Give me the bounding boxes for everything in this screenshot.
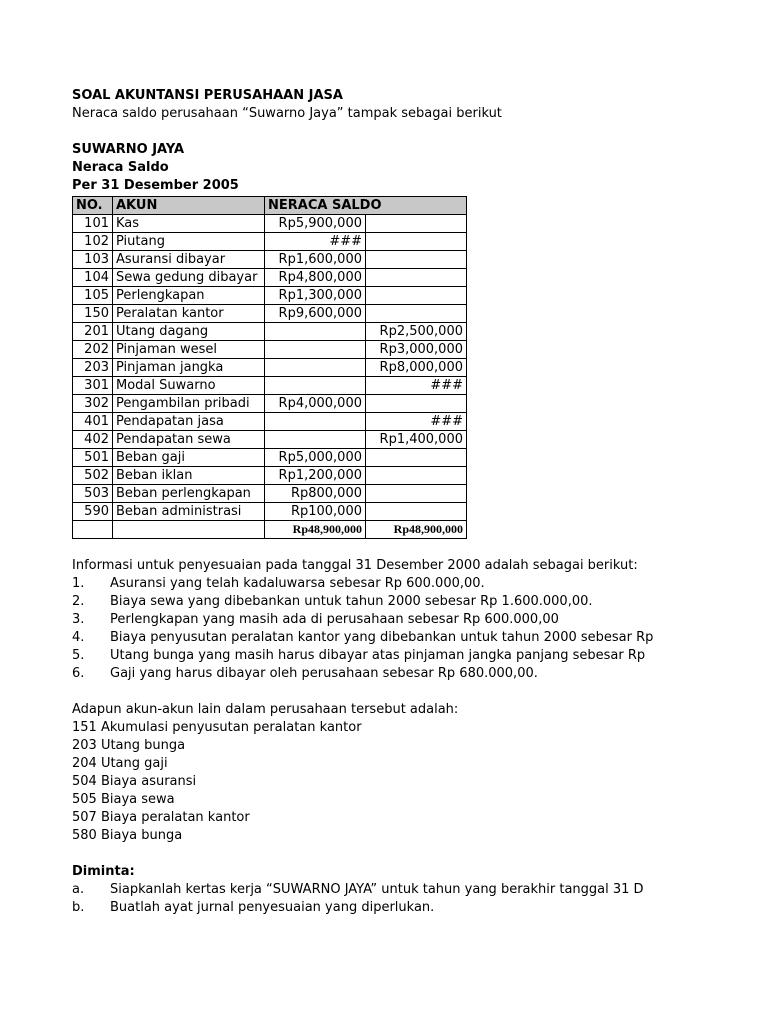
company-name: SUWARNO JAYA xyxy=(72,142,185,157)
list-marker: 4. xyxy=(72,630,85,645)
debit-cell: Rp9,600,000 xyxy=(265,305,366,323)
debit-cell xyxy=(265,431,366,449)
list-text: Utang bunga yang masih harus dibayar atas pinjaman jangka panjang sebesar Rp xyxy=(110,648,646,663)
account-name-cell: Pendapatan jasa xyxy=(113,413,265,431)
kredit-cell: ### xyxy=(366,377,467,395)
list-text: Biaya sewa yang dibebankan untuk tahun 2000 sebesar Rp 1.600.000,00. xyxy=(110,594,593,609)
debit-cell: Rp4,000,000 xyxy=(265,395,366,413)
other-account-item: 505 Biaya sewa xyxy=(72,792,175,807)
debit-cell: Rp5,000,000 xyxy=(265,449,366,467)
kredit-cell xyxy=(366,269,467,287)
table-row xyxy=(73,251,467,269)
table-row xyxy=(73,359,467,377)
trial-balance-table xyxy=(72,196,467,539)
list-text: Siapkanlah kertas kerja “SUWARNO JAYA” untuk tahun yang berakhir tanggal 31 D xyxy=(110,882,644,897)
spacer xyxy=(72,683,664,701)
list-text: Buatlah ayat jurnal penyesuaian yang diperlukan. xyxy=(110,900,435,915)
header-akun: AKUN xyxy=(113,197,265,215)
kredit-cell xyxy=(366,503,467,521)
kredit-cell xyxy=(366,449,467,467)
debit-cell xyxy=(265,359,366,377)
account-number-cell: 301 xyxy=(73,377,113,395)
table-row xyxy=(73,215,467,233)
account-name-cell: Utang dagang xyxy=(113,323,265,341)
other-account-item: 580 Biaya bunga xyxy=(72,828,183,843)
account-number-cell: 401 xyxy=(73,413,113,431)
intro-text: Neraca saldo perusahaan “Suwarno Jaya” tampak sebagai berikut xyxy=(72,106,502,121)
table-row xyxy=(73,503,467,521)
list-marker: 1. xyxy=(72,576,85,591)
account-number-cell: 102 xyxy=(73,233,113,251)
other-account-item: 203 Utang bunga xyxy=(72,738,186,753)
table-row xyxy=(73,233,467,251)
info-item xyxy=(72,647,664,665)
list-marker: b. xyxy=(72,900,85,915)
spacer xyxy=(72,123,664,141)
table-header-row xyxy=(73,197,467,215)
debit-cell: Rp4,800,000 xyxy=(265,269,366,287)
account-number-cell: 402 xyxy=(73,431,113,449)
account-number-cell: 103 xyxy=(73,251,113,269)
account-name-cell: Beban perlengkapan xyxy=(113,485,265,503)
table-row xyxy=(73,449,467,467)
task-item xyxy=(72,899,664,917)
table-row xyxy=(73,377,467,395)
table-row xyxy=(73,467,467,485)
account-number-cell: 150 xyxy=(73,305,113,323)
document-page xyxy=(72,87,664,917)
total-akun-cell xyxy=(113,521,265,539)
report-date: Per 31 Desember 2005 xyxy=(72,178,239,193)
other-account-item: 204 Utang gaji xyxy=(72,756,168,771)
kredit-cell: Rp1,400,000 xyxy=(366,431,467,449)
table-row xyxy=(73,395,467,413)
debit-cell: ### xyxy=(265,233,366,251)
account-name-cell: Piutang xyxy=(113,233,265,251)
total-debit: Rp48,900,000 xyxy=(265,521,366,539)
kredit-cell xyxy=(366,215,467,233)
debit-cell: Rp1,200,000 xyxy=(265,467,366,485)
header-no: NO. xyxy=(73,197,113,215)
account-name-cell: Beban gaji xyxy=(113,449,265,467)
list-marker: 3. xyxy=(72,612,85,627)
list-text: Gaji yang harus dibayar oleh perusahaan sebesar Rp 680.000,00. xyxy=(110,666,538,681)
list-text: Asuransi yang telah kadaluwarsa sebesar Rp 600.000,00. xyxy=(110,576,485,591)
spacer xyxy=(72,845,664,863)
table-row xyxy=(73,323,467,341)
account-number-cell: 201 xyxy=(73,323,113,341)
table-total-row xyxy=(73,521,467,539)
list-marker: 6. xyxy=(72,666,85,681)
other-account-item: 507 Biaya peralatan kantor xyxy=(72,810,250,825)
debit-cell xyxy=(265,323,366,341)
account-name-cell: Pendapatan sewa xyxy=(113,431,265,449)
info-item xyxy=(72,593,664,611)
kredit-cell xyxy=(366,251,467,269)
total-no-cell xyxy=(73,521,113,539)
document-title: SOAL AKUNTANSI PERUSAHAAN JASA xyxy=(72,88,343,103)
kredit-cell: Rp8,000,000 xyxy=(366,359,467,377)
other-account-item: 504 Biaya asuransi xyxy=(72,774,197,789)
debit-cell: Rp100,000 xyxy=(265,503,366,521)
account-name-cell: Perlengkapan xyxy=(113,287,265,305)
list-marker: 2. xyxy=(72,594,85,609)
task-list xyxy=(72,881,664,917)
table-row xyxy=(73,431,467,449)
report-name: Neraca Saldo xyxy=(72,160,169,175)
debit-cell xyxy=(265,413,366,431)
account-number-cell: 101 xyxy=(73,215,113,233)
kredit-cell xyxy=(366,305,467,323)
debit-cell xyxy=(265,341,366,359)
info-list xyxy=(72,575,664,683)
total-kredit: Rp48,900,000 xyxy=(366,521,467,539)
kredit-cell xyxy=(366,467,467,485)
kredit-cell: Rp3,000,000 xyxy=(366,341,467,359)
kredit-cell xyxy=(366,233,467,251)
info-heading: Informasi untuk penyesuaian pada tanggal 31 Desember 2000 adalah sebagai berikut: xyxy=(72,558,638,573)
list-text: Perlengkapan yang masih ada di perusahaan sebesar Rp 600.000,00 xyxy=(110,612,559,627)
account-name-cell: Beban administrasi xyxy=(113,503,265,521)
account-name-cell: Modal Suwarno xyxy=(113,377,265,395)
kredit-cell xyxy=(366,485,467,503)
account-number-cell: 590 xyxy=(73,503,113,521)
account-number-cell: 104 xyxy=(73,269,113,287)
kredit-cell xyxy=(366,395,467,413)
table-row xyxy=(73,485,467,503)
other-accounts-list xyxy=(72,719,664,845)
header-neraca-saldo: NERACA SALDO xyxy=(265,197,467,215)
other-account-item: 151 Akumulasi penyusutan peralatan kantor xyxy=(72,720,362,735)
info-item xyxy=(72,665,664,683)
kredit-cell: Rp2,500,000 xyxy=(366,323,467,341)
account-number-cell: 501 xyxy=(73,449,113,467)
debit-cell: Rp800,000 xyxy=(265,485,366,503)
debit-cell: Rp1,300,000 xyxy=(265,287,366,305)
table-row xyxy=(73,269,467,287)
account-number-cell: 203 xyxy=(73,359,113,377)
account-number-cell: 503 xyxy=(73,485,113,503)
account-number-cell: 302 xyxy=(73,395,113,413)
info-item xyxy=(72,575,664,593)
list-marker: 5. xyxy=(72,648,85,663)
table-row xyxy=(73,305,467,323)
account-name-cell: Peralatan kantor xyxy=(113,305,265,323)
table-row xyxy=(73,341,467,359)
account-number-cell: 202 xyxy=(73,341,113,359)
account-name-cell: Pinjaman wesel xyxy=(113,341,265,359)
table-row xyxy=(73,287,467,305)
list-text: Biaya penyusutan peralatan kantor yang dibebankan untuk tahun 2000 sebesar Rp xyxy=(110,630,654,645)
info-item xyxy=(72,629,664,647)
kredit-cell xyxy=(366,287,467,305)
debit-cell xyxy=(265,377,366,395)
task-heading: Diminta: xyxy=(72,864,135,879)
debit-cell: Rp5,900,000 xyxy=(265,215,366,233)
info-item xyxy=(72,611,664,629)
other-accounts-heading: Adapun akun-akun lain dalam perusahaan tersebut adalah: xyxy=(72,702,459,717)
account-name-cell: Pinjaman jangka xyxy=(113,359,265,377)
list-marker: a. xyxy=(72,882,85,897)
table-row xyxy=(73,413,467,431)
table-body xyxy=(73,215,467,521)
spacer xyxy=(72,539,664,557)
account-name-cell: Sewa gedung dibayar xyxy=(113,269,265,287)
account-name-cell: Pengambilan pribadi xyxy=(113,395,265,413)
task-item xyxy=(72,881,664,899)
account-name-cell: Kas xyxy=(113,215,265,233)
account-number-cell: 105 xyxy=(73,287,113,305)
account-name-cell: Beban iklan xyxy=(113,467,265,485)
debit-cell: Rp1,600,000 xyxy=(265,251,366,269)
account-number-cell: 502 xyxy=(73,467,113,485)
kredit-cell: ### xyxy=(366,413,467,431)
account-name-cell: Asuransi dibayar xyxy=(113,251,265,269)
